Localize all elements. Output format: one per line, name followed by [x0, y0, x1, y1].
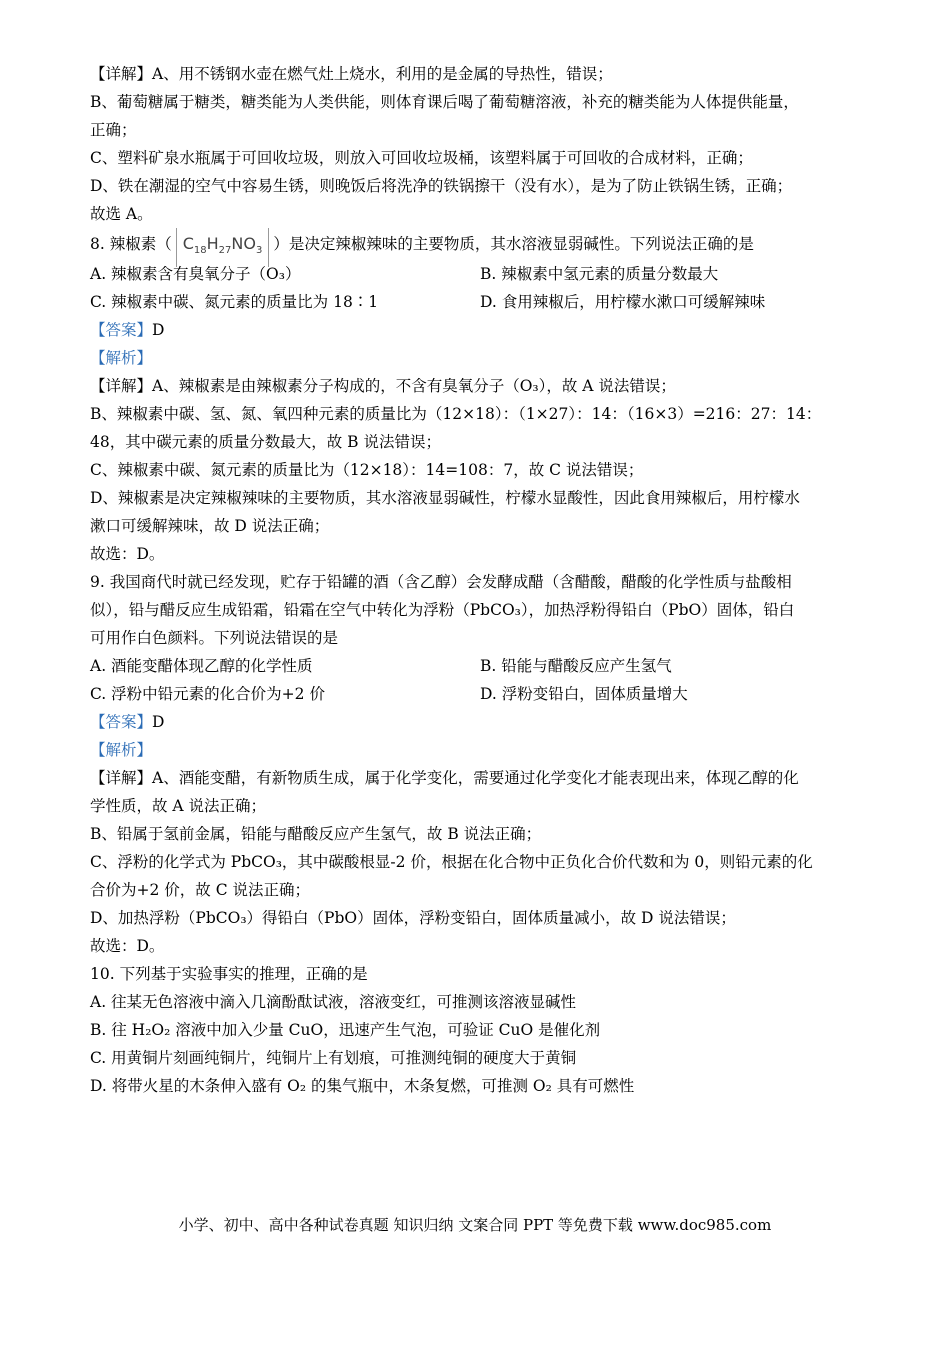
- q7-detail-d: D、铁在潮湿的空气中容易生锈，则晚饭后将洗净的铁锅擦干（没有水），是为了防止铁锅生锈，正确；: [90, 177, 793, 195]
- q9-detail-c2: 合价为+2 价，故 C 说法正确；: [90, 881, 310, 899]
- q8-detail-c: C、辣椒素中碳、氮元素的质量比为（12×18）：14=108：7，故 C 说法错误；: [90, 461, 644, 479]
- q7-detail-c: C、塑料矿泉水瓶属于可回收垃圾，则放入可回收垃圾桶，该塑料属于可回收的合成材料，正确；: [90, 149, 753, 167]
- formula-no: NO: [231, 234, 256, 253]
- q7-detail-a: 【详解】A、用不锈钢水壶在燃气灶上烧水，利用的是金属的导热性，错误；: [90, 65, 613, 83]
- q9-options-row1: [90, 652, 860, 680]
- q9-answer-tag: 【答案】: [90, 713, 153, 731]
- q10-option-a: A. 往某无色溶液中滴入几滴酚酞试液，溶液变红，可推测该溶液显碱性: [90, 993, 577, 1011]
- formula-c-sub: 18: [193, 245, 207, 257]
- q10-option-d: D. 将带火星的木条伸入盛有 O₂ 的集气瓶中，木条复燃，可推测 O₂ 具有可燃性: [90, 1077, 635, 1095]
- q8-detail-d2: 漱口可缓解辣味，故 D 说法正确；: [90, 517, 330, 535]
- q8-choose: 故选：D。: [90, 545, 165, 563]
- q9-stem-line3: 可用作白色颜料。下列说法错误的是: [90, 629, 339, 647]
- q10-stem: 10. 下列基于实验事实的推理，正确的是: [90, 965, 368, 983]
- q9-option-c: C. 浮粉中铅元素的化合价为+2 价: [90, 685, 325, 703]
- q7-detail-b1: B、葡萄糖属于糖类，糖类能为人类供能，则体育课后喝了葡萄糖溶液，补充的糖类能为人体提供能量，: [90, 93, 799, 111]
- q7-detail-b2: 正确；: [90, 121, 137, 139]
- q7-choose: 故选 A。: [90, 205, 153, 223]
- q9-analysis-tag: 【解析】: [90, 741, 153, 759]
- q8-answer-tag: 【答案】: [90, 321, 153, 339]
- q8-stem-post: ）是决定辣椒辣味的主要物质，其水溶液显弱碱性。下列说法正确的是: [273, 235, 754, 253]
- formula-no-sub: 3: [255, 245, 263, 257]
- q9-options-row2: [90, 680, 860, 708]
- q9-answer: [90, 708, 860, 736]
- q8-detail-a: 【详解】A、辣椒素是由辣椒素分子构成的，不含有臭氧分子（O₃），故 A 说法错误；: [90, 377, 676, 395]
- q8-option-c: C. 辣椒素中碳、氮元素的质量比为 18∶1: [90, 293, 379, 311]
- q9-choose: 故选：D。: [90, 937, 165, 955]
- q10-option-b: B. 往 H₂O₂ 溶液中加入少量 CuO，迅速产生气泡，可验证 CuO 是催化剂: [90, 1021, 601, 1039]
- formula-h: H: [206, 234, 219, 253]
- q9-detail-b: B、铅属于氢前金属，铅能与醋酸反应产生氢气，故 B 说法正确；: [90, 825, 542, 843]
- q9-stem-line1: 9. 我国商代时就已经发现，贮存于铅罐的酒（含乙醇）会发酵成醋（含醋酸，醋酸的化学性质与盐酸相: [90, 573, 792, 591]
- q8-options-row2: [90, 288, 860, 316]
- q8-option-d: D. 食用辣椒后，用柠檬水漱口可缓解辣味: [480, 293, 766, 311]
- q10-option-c: C. 用黄铜片刻画纯铜片，纯铜片上有划痕，可推测纯铜的硬度大于黄铜: [90, 1049, 577, 1067]
- q9-detail-a2: 学性质，故 A 说法正确；: [90, 797, 267, 815]
- page-footer: 小学、初中、高中各种试卷真题 知识归纳 文案合同 PPT 等免费下载 www.doc985.com: [178, 1216, 772, 1234]
- q9-detail-d: D、加热浮粉（PbCO₃）得铅白（PbO）固体，浮粉变铅白，固体质量减小，故 D 说法错误；: [90, 909, 736, 927]
- q9-option-b: B. 铅能与醋酸反应产生氢气: [480, 657, 672, 675]
- q9-detail-c1: C、浮粉的化学式为 PbCO₃，其中碳酸根显-2 价，根据在化合物中正负化合价代数和为 0，则铅元素的化: [90, 853, 813, 871]
- q9-option-a: A. 酒能变醋体现乙醇的化学性质: [90, 657, 313, 675]
- q8-analysis-tag: 【解析】: [90, 349, 153, 367]
- q8-detail-d1: D、辣椒素是决定辣椒辣味的主要物质，其水溶液显弱碱性，柠檬水显酸性，因此食用辣椒后，用柠檬水: [90, 489, 800, 507]
- q8-stem: [90, 228, 860, 260]
- formula-c: C: [182, 234, 194, 253]
- q8-options-row1: [90, 260, 860, 288]
- q8-detail-b1: B、辣椒素中碳、氢、氮、氧四种元素的质量比为（12×18）：（1×27）：14：（16×3）=216：27：14：: [90, 405, 822, 423]
- q8-answer-value: D: [152, 321, 165, 339]
- q9-detail-a1: 【详解】A、酒能变醋，有新物质生成，属于化学变化，需要通过化学变化才能表现出来，体现乙醇的化: [90, 769, 799, 787]
- q8-answer: [90, 316, 860, 344]
- formula-h-sub: 27: [218, 245, 232, 257]
- q8-stem-pre: 8. 辣椒素（: [90, 235, 172, 253]
- q9-option-d: D. 浮粉变铅白，固体质量增大: [480, 685, 688, 703]
- q9-stem-line2: 似），铅与醋反应生成铅霜，铅霜在空气中转化为浮粉（PbCO₃），加热浮粉得铅白（PbO）固体，铅白: [90, 601, 795, 619]
- document-page: [90, 60, 860, 1100]
- q8-detail-b2: 48，其中碳元素的质量分数最大，故 B 说法错误；: [90, 433, 441, 451]
- q8-option-a: A. 辣椒素含有臭氧分子（O₃）: [90, 265, 301, 283]
- q9-answer-value: D: [152, 713, 165, 731]
- q8-option-b: B. 辣椒素中氢元素的质量分数最大: [480, 265, 719, 283]
